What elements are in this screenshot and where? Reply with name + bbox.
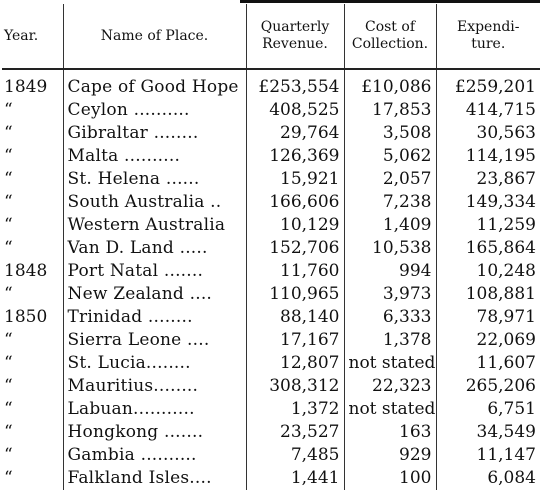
cost-cell: 1,378 (344, 329, 436, 352)
year-cell: 1850 (4, 307, 48, 327)
expenditure-cell: 78,971 (436, 306, 540, 329)
expenditure-cell: 6,751 (436, 398, 540, 421)
revenue-cell: 1,372 (246, 398, 344, 421)
table-row (2, 352, 540, 375)
expenditure-cell: 114,195 (436, 145, 540, 168)
table-row (2, 375, 540, 398)
cost-cell: 3,508 (344, 122, 436, 145)
place-cell: Cape of Good Hope (63, 69, 246, 99)
table-row (2, 467, 540, 490)
revenue-cell: 29,764 (246, 122, 344, 145)
cost-cell: 6,333 (344, 306, 436, 329)
place-cell: Mauritius........ (63, 375, 246, 398)
place-cell: Van D. Land ..... (63, 237, 246, 260)
expenditure-cell: 23,867 (436, 168, 540, 191)
header-cost: Cost of Collection. (344, 4, 436, 69)
revenue-cell: £253,554 (246, 69, 344, 99)
table-row (2, 69, 540, 99)
table-row (2, 145, 540, 168)
place-cell: Falkland Isles.... (63, 467, 246, 490)
revenue-cell: 10,129 (246, 214, 344, 237)
table-row (2, 306, 540, 329)
table-row (2, 444, 540, 467)
place-cell: Labuan........... (63, 398, 246, 421)
year-cell: “ (4, 284, 13, 304)
header-year: Year. (2, 4, 63, 69)
expenditure-cell: 265,206 (436, 375, 540, 398)
header-place: Name of Place. (63, 4, 246, 69)
table-row (2, 191, 540, 214)
year-cell: “ (4, 422, 13, 442)
place-cell: South Australia .. (63, 191, 246, 214)
table-row (2, 421, 540, 444)
cost-cell: £10,086 (344, 69, 436, 99)
year-cell: 1849 (4, 77, 48, 97)
expenditure-cell: 165,864 (436, 237, 540, 260)
cost-cell: 163 (344, 421, 436, 444)
table-row (2, 122, 540, 145)
expenditure-cell: 11,607 (436, 352, 540, 375)
year-cell: 1848 (4, 261, 48, 281)
header-expenditure: Expendi- ture. (436, 4, 540, 69)
cost-cell: 17,853 (344, 99, 436, 122)
place-cell: Port Natal ....... (63, 260, 246, 283)
cost-cell: 2,057 (344, 168, 436, 191)
place-cell: St. Lucia........ (63, 352, 246, 375)
header-row (2, 4, 540, 69)
cost-cell: 994 (344, 260, 436, 283)
revenue-cell: 17,167 (246, 329, 344, 352)
place-cell: Ceylon .......... (63, 99, 246, 122)
cost-cell: 5,062 (344, 145, 436, 168)
year-cell: “ (4, 330, 13, 350)
revenue-cell: 11,760 (246, 260, 344, 283)
table-row (2, 99, 540, 122)
revenue-cell: 88,140 (246, 306, 344, 329)
revenue-cell: 152,706 (246, 237, 344, 260)
revenue-cell: 126,369 (246, 145, 344, 168)
revenue-cell: 12,807 (246, 352, 344, 375)
cost-cell: 7,238 (344, 191, 436, 214)
cost-cell: 10,538 (344, 237, 436, 260)
place-cell: Sierra Leone .... (63, 329, 246, 352)
revenue-cell: 110,965 (246, 283, 344, 306)
expenditure-cell: 11,259 (436, 214, 540, 237)
cost-cell: 100 (344, 467, 436, 490)
place-cell: St. Helena ...... (63, 168, 246, 191)
cost-cell: 1,409 (344, 214, 436, 237)
place-cell: Western Australia (63, 214, 246, 237)
expenditure-cell: 22,069 (436, 329, 540, 352)
year-cell: “ (4, 376, 13, 396)
table-row (2, 237, 540, 260)
revenue-cell: 408,525 (246, 99, 344, 122)
cost-cell: not stated (344, 398, 436, 421)
year-cell: “ (4, 123, 13, 143)
expenditure-cell: 30,563 (436, 122, 540, 145)
place-cell: Malta .......... (63, 145, 246, 168)
revenue-cell: 7,485 (246, 444, 344, 467)
revenue-cell: 166,606 (246, 191, 344, 214)
table-row (2, 398, 540, 421)
year-cell: “ (4, 399, 13, 419)
table-row (2, 214, 540, 237)
top-rule (240, 0, 540, 3)
place-cell: Hongkong ....... (63, 421, 246, 444)
expenditure-cell: 10,248 (436, 260, 540, 283)
year-cell: “ (4, 353, 13, 373)
table-row (2, 168, 540, 191)
revenue-cell: 308,312 (246, 375, 344, 398)
cost-cell: 929 (344, 444, 436, 467)
place-cell: Gambia .......... (63, 444, 246, 467)
year-cell: “ (4, 468, 13, 488)
year-cell: “ (4, 100, 13, 120)
expenditure-cell: £259,201 (436, 69, 540, 99)
cost-cell: not stated (344, 352, 436, 375)
year-cell: “ (4, 238, 13, 258)
expenditure-cell: 108,881 (436, 283, 540, 306)
header-revenue: Quarterly Revenue. (246, 4, 344, 69)
revenue-cell: 1,441 (246, 467, 344, 490)
place-cell: New Zealand .... (63, 283, 246, 306)
expenditure-cell: 149,334 (436, 191, 540, 214)
expenditure-cell: 34,549 (436, 421, 540, 444)
expenditure-cell: 6,084 (436, 467, 540, 490)
table-body (2, 69, 540, 490)
place-cell: Gibraltar ........ (63, 122, 246, 145)
expenditure-cell: 11,147 (436, 444, 540, 467)
table-row (2, 329, 540, 352)
table-row (2, 283, 540, 306)
year-cell: “ (4, 169, 13, 189)
year-cell: “ (4, 192, 13, 212)
expenditure-cell: 414,715 (436, 99, 540, 122)
revenue-cell: 23,527 (246, 421, 344, 444)
table-row (2, 260, 540, 283)
cost-cell: 22,323 (344, 375, 436, 398)
year-cell: “ (4, 215, 13, 235)
year-cell: “ (4, 146, 13, 166)
cost-cell: 3,973 (344, 283, 436, 306)
place-cell: Trinidad ........ (63, 306, 246, 329)
revenue-cell: 15,921 (246, 168, 344, 191)
revenue-table (2, 4, 540, 490)
year-cell: “ (4, 445, 13, 465)
